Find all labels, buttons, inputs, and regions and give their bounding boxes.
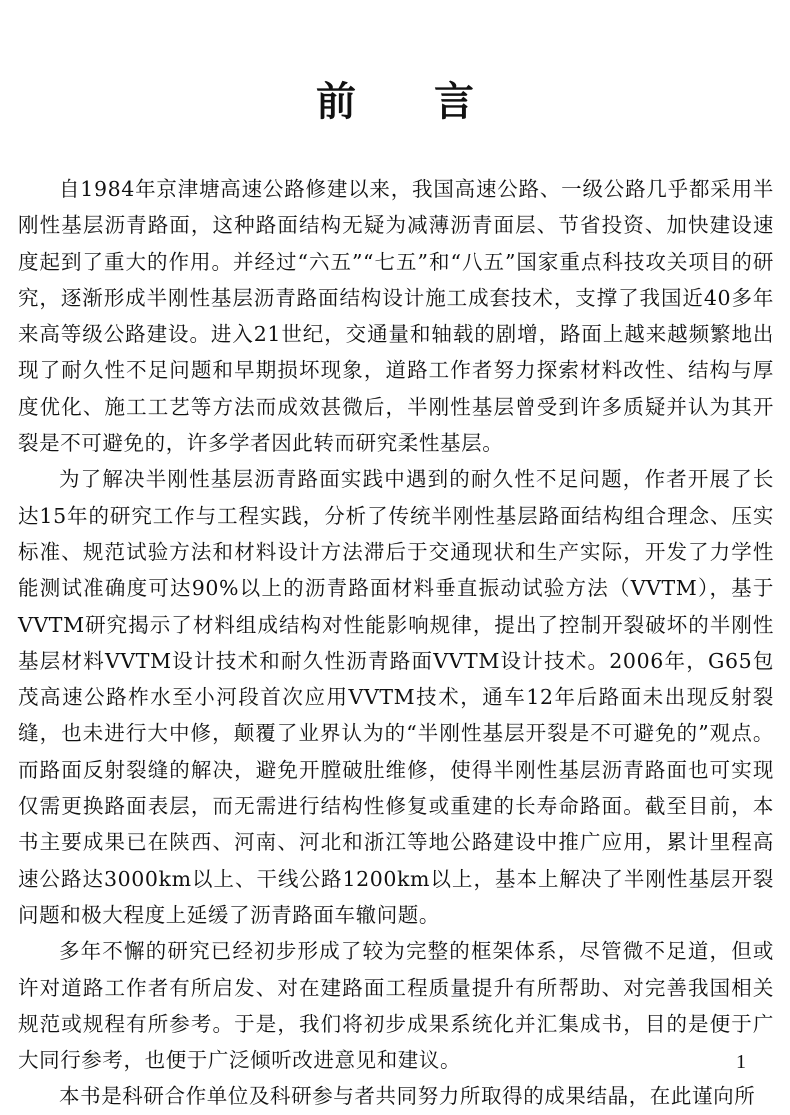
page-title: 前言 [316,79,552,125]
body-text [18,171,774,1115]
paragraph-3: 多年不懈的研究已经初步形成了较为完整的框架体系，尽管微不足道，但或许对道路工作者有所启发、对在建路面工程质量提升有所帮助、对完善我国相关规范或规程有所参考。于是，我们将初步成果系统化并汇集成书，目的是便于广大同行参考，也便于广泛倾听改进意见和建议。 [18,939,774,1073]
page-number: 1 [736,1051,746,1073]
paragraph-4: 本书是科研合作单位及科研参与者共同努力所取得的成果结晶，在此谨向所 [59,1084,756,1109]
paragraph-2: 为了解决半刚性基层沥青路面实践中遇到的耐久性不足问题，作者开展了长达15年的研究工作与工程实践，分析了传统半刚性基层路面结构组合理念、压实标准、规范试验方法和材料设计方法滞后于交通现状和生产实际，开发了力学性能测试准确度可达90%以上的沥青路面材料垂直振动试验方法（VVTM），基于VVTM研究揭示了材料组成结构对性能影响规律，提出了控制开裂破坏的半刚性基层材料VVTM设计技术和耐久性沥青路面VVTM设计技术。2006年，G65包茂高速公路柞水至小河段首次应用VVTM技术，通车12年后路面未出现反射裂缝，也未进行大中修，颠覆了业界认为的“半刚性基层开裂是不可避免的”观点。而路面反射裂缝的解决，避免开膛破肚维修，使得半刚性基层沥青路面也可实现仅需更换路面表层，而无需进行结构性修复或重建的长寿命路面。截至目前，本书主要成果已在陕西、河南、河北和浙江等地公路建设中推广应用，累计里程高速公路达3000km以上、干线公路1200km以上，基本上解决了半刚性基层开裂问题和极大程度上延缓了沥青路面车辙问题。 [18,467,774,927]
paragraph-1: 自1984年京津塘高速公路修建以来，我国高速公路、一级公路几乎都采用半刚性基层沥青路面，这种路面结构无疑为减薄沥青面层、节省投资、加快建设速度起到了重大的作用。并经过“六五”“七五”和“八五”国家重点科技攻关项目的研究，逐渐形成半刚性基层沥青路面结构设计施工成套技术，支撑了我国近40多年来高等级公路建设。进入21世纪，交通量和轴载的剧增，路面上越来越频繁地出现了耐久性不足问题和早期损坏现象，道路工作者努力探索材料改性、结构与厚度优化、施工工艺等方法而成效甚微后，半刚性基层曾受到许多质疑并认为其开裂是不可避免的，许多学者因此转而研究柔性基层。 [18,177,774,456]
